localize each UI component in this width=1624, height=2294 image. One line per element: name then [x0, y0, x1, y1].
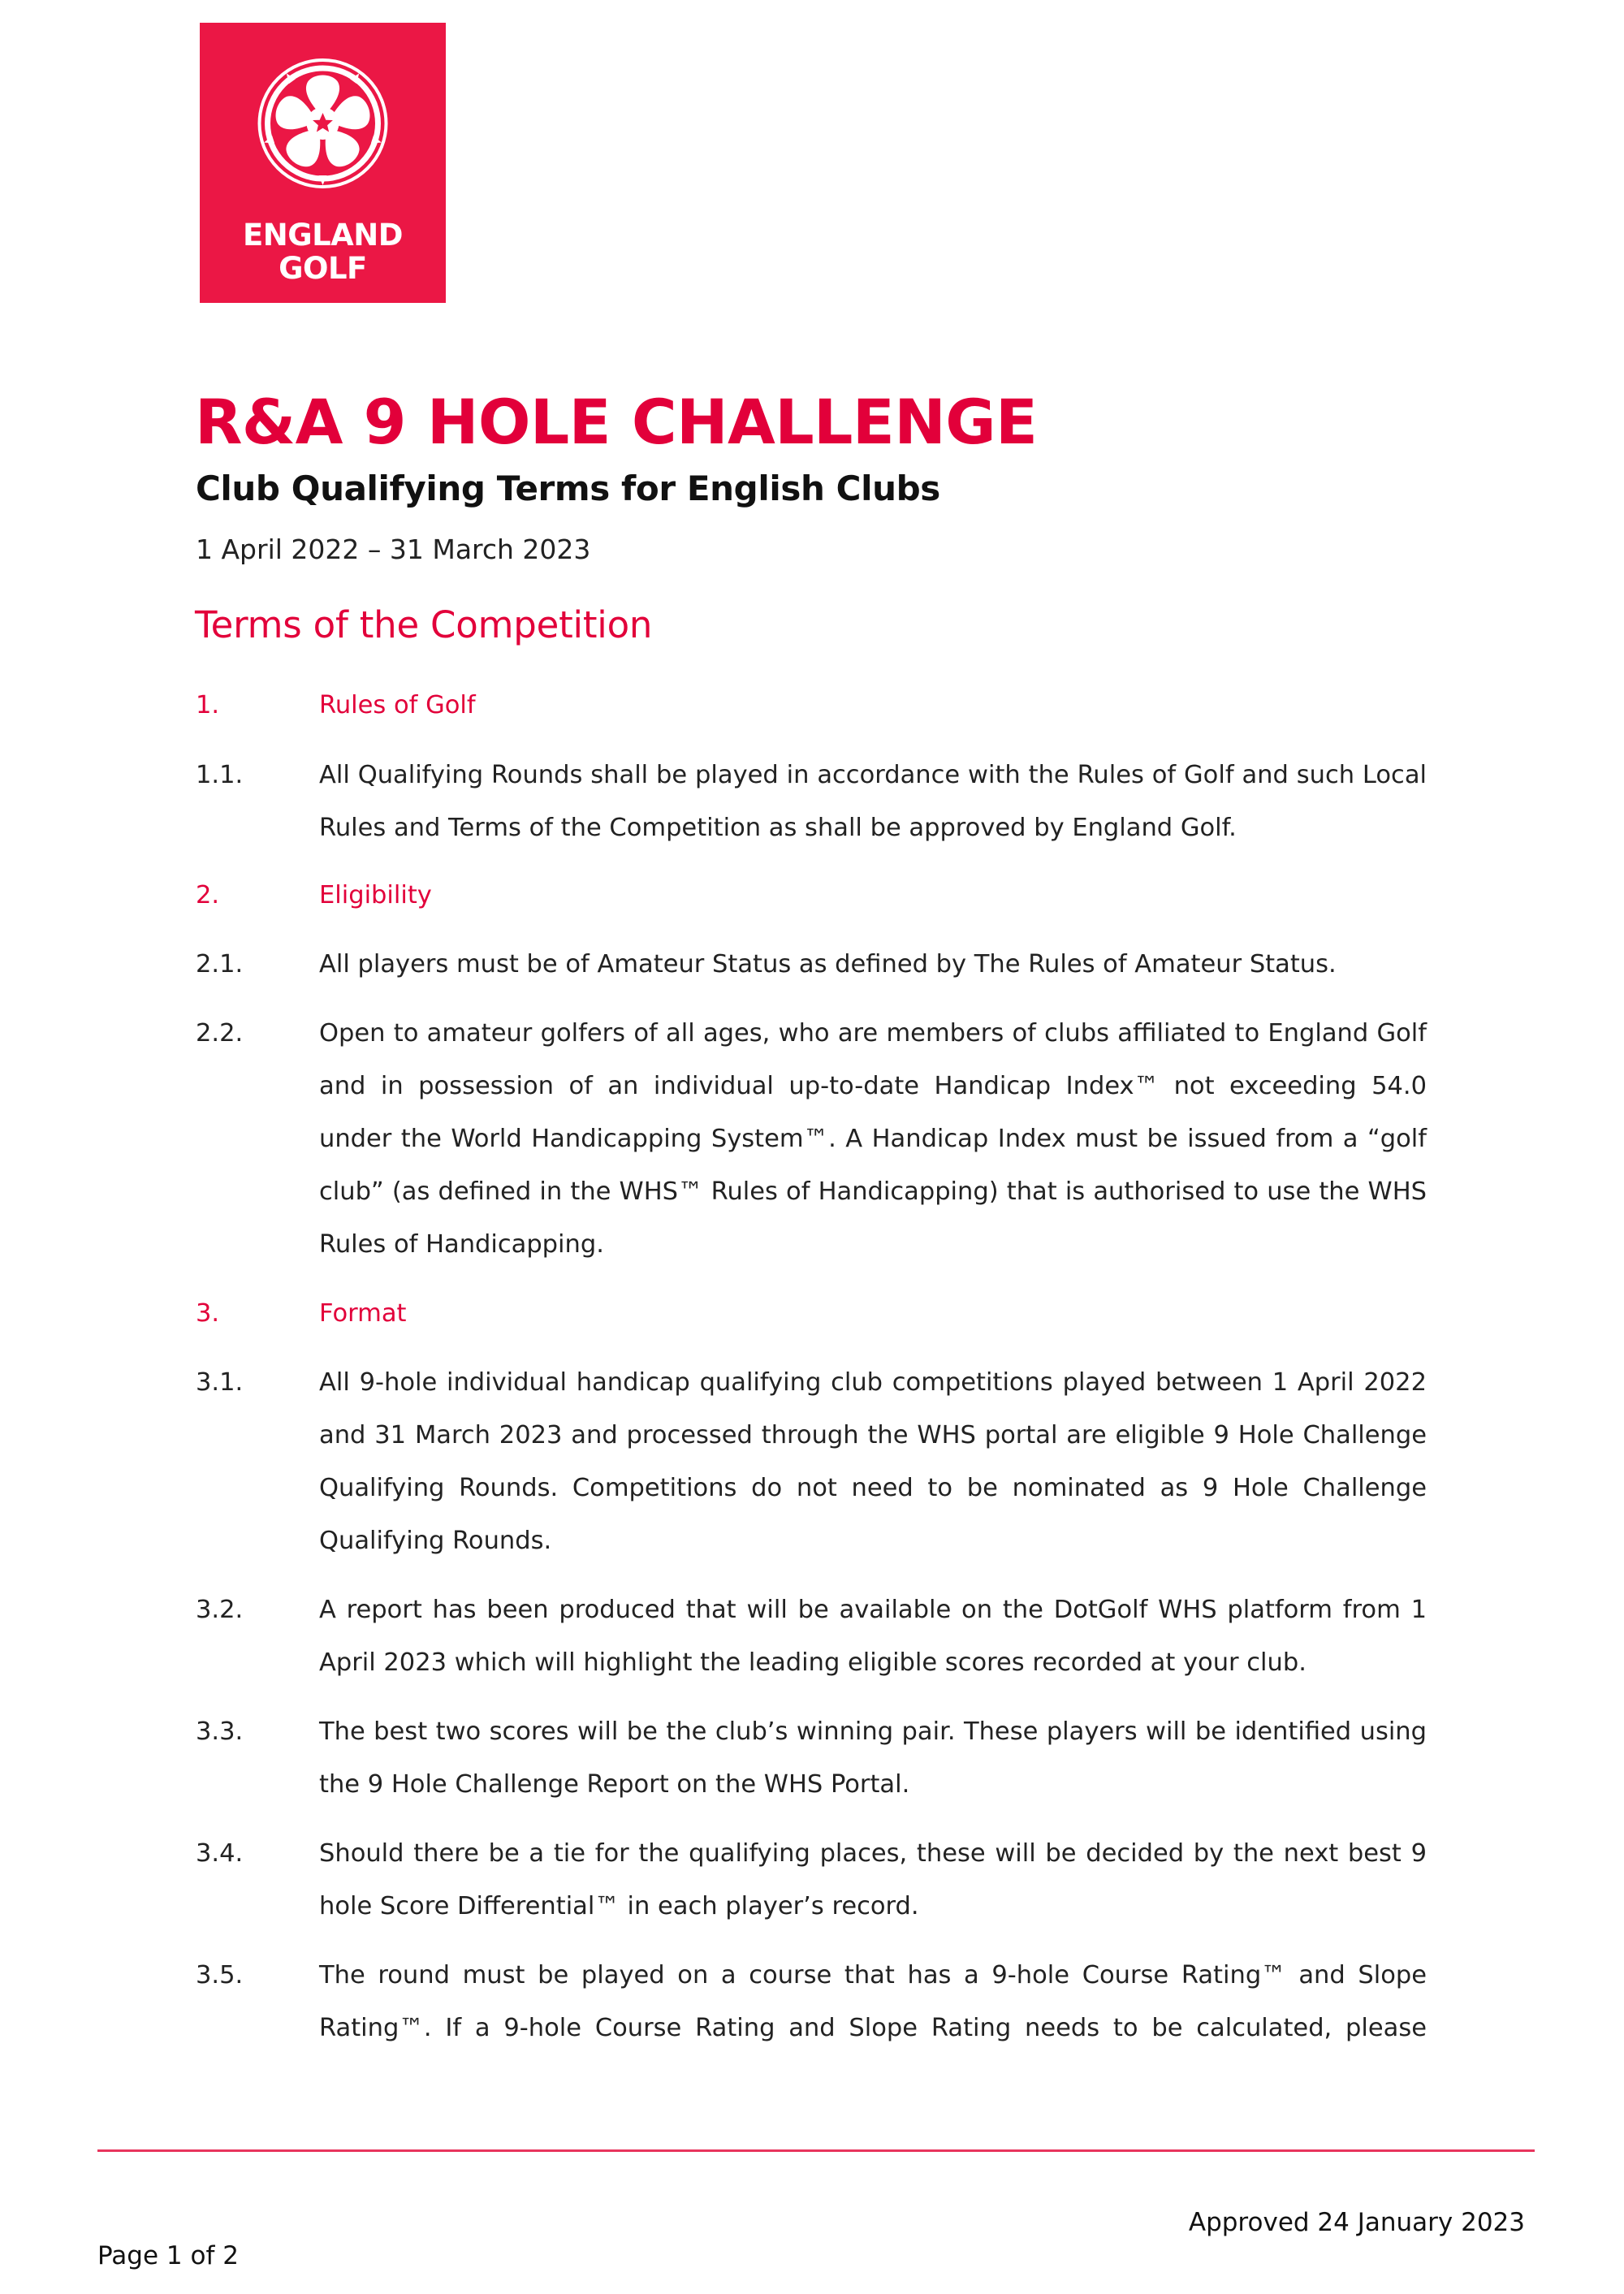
clause-text: All 9-hole individual handicap qualifying club competitions played between 1 April 2022 and 31 March 2023 and processed through the WHS portal are eligible 9 Hole Challenge Qualifying Rounds. Competitions do not need to be nominated as 9 Hole Challenge Qualifying Rounds.: [319, 1368, 1427, 1555]
approval-date: Approved 24 January 2023: [1188, 2208, 1525, 2237]
clause-heading-text: Format: [319, 1299, 407, 1328]
clause-heading-format: [196, 1287, 1427, 1340]
logo-text-england: ENGLAND: [242, 218, 403, 253]
document-subtitle: Club Qualifying Terms for English Clubs: [196, 469, 940, 508]
date-range: 1 April 2022 – 31 March 2023: [196, 534, 591, 565]
clause-3-5: [196, 1949, 1427, 2054]
clause-number: 3.3.: [196, 1717, 244, 1746]
document-title: R&A 9 HOLE CHALLENGE: [195, 386, 1038, 458]
clause-heading-text: Rules of Golf: [319, 691, 476, 719]
clause-heading-rules-of-golf: [196, 679, 1427, 732]
england-golf-logo: [200, 23, 446, 303]
clause-number: 3.: [196, 1299, 220, 1328]
clause-number: 3.2.: [196, 1596, 244, 1624]
clause-number: 1.1.: [196, 761, 244, 789]
clause-text: The round must be played on a course that has a 9-hole Course Rating™ and Slope Rating™. If a 9-hole Course Rating and Slope Rating needs to be calculated, please: [319, 1961, 1427, 2042]
clause-2-1: [196, 938, 1427, 991]
clause-text: A report has been produced that will be available on the DotGolf WHS platform from 1 April 2023 which will highlight the leading eligible scores recorded at your club.: [319, 1596, 1427, 1677]
clause-text: Open to amateur golfers of all ages, who are members of clubs affiliated to England Golf and in possession of an individual up-to-date Handicap Index™ not exceeding 54.0 under the World Handicapping System™. A Handicap Index must be issued from a “golf club” (as defined in the WHS™ Rules of Handicapping) that is authorised to use the WHS Rules of Handicapping.: [319, 1019, 1427, 1259]
clause-number: 2.: [196, 881, 220, 909]
clause-2-2: [196, 1007, 1427, 1271]
clause-heading-text: Eligibility: [319, 881, 432, 909]
clause-3-2: [196, 1583, 1427, 1689]
clause-3-4: [196, 1827, 1427, 1933]
clause-text: All Qualifying Rounds shall be played in accordance with the Rules of Golf and such Local Rules and Terms of the Competition as shall be approved by England Golf.: [319, 761, 1427, 842]
clause-3-1: [196, 1356, 1427, 1567]
clause-number: 1.: [196, 691, 220, 719]
clause-number: 3.5.: [196, 1961, 244, 1989]
clause-text: Should there be a tie for the qualifying places, these will be decided by the next best 9 hole Score Differential™ in each player’s record.: [319, 1839, 1427, 1920]
section-heading: Terms of the Competition: [195, 603, 653, 646]
clause-number: 2.1.: [196, 950, 244, 979]
clause-1-1: [196, 749, 1427, 854]
footer-divider: [97, 2149, 1535, 2152]
clause-heading-eligibility: [196, 869, 1427, 922]
logo-text-golf: GOLF: [279, 251, 367, 286]
clause-text: All players must be of Amateur Status as defined by The Rules of Amateur Status.: [319, 950, 1337, 979]
clause-number: 3.1.: [196, 1368, 244, 1397]
clause-number: 3.4.: [196, 1839, 244, 1868]
page-number: Page 1 of 2: [97, 2241, 239, 2270]
clause-text: The best two scores will be the club’s winning pair. These players will be identified using the 9 Hole Challenge Report on the WHS Portal.: [319, 1717, 1427, 1799]
clause-3-3: [196, 1705, 1427, 1811]
clause-number: 2.2.: [196, 1019, 244, 1048]
